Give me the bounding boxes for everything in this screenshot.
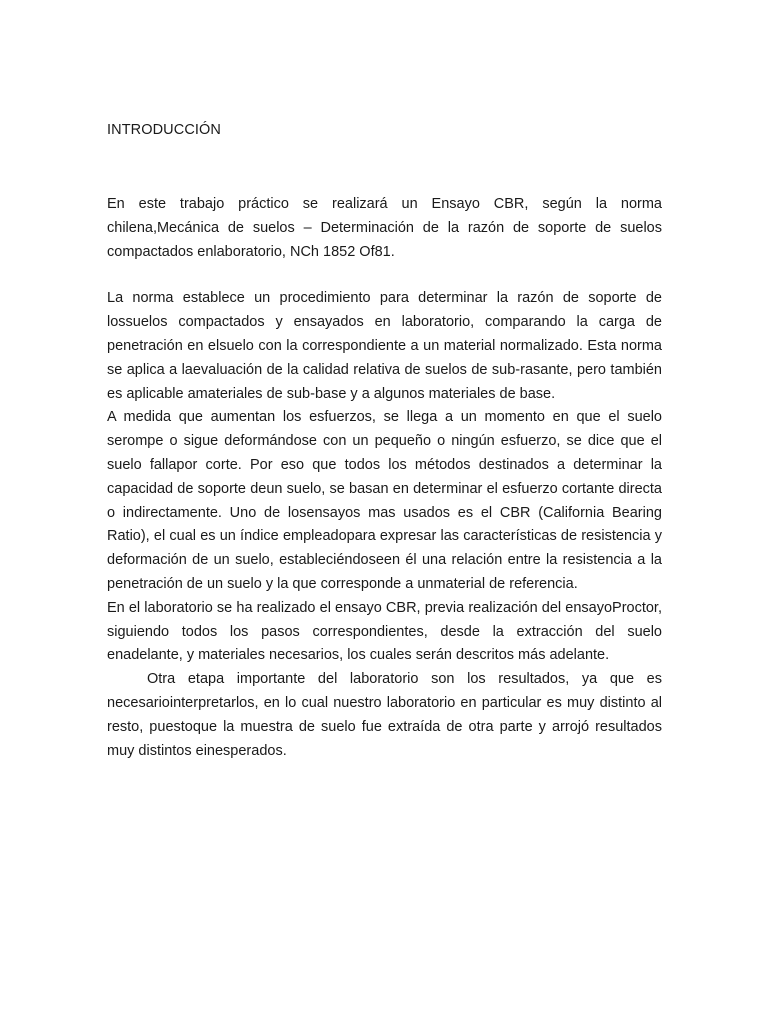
paragraph-intro: En este trabajo práctico se realizará un Ensayo CBR, según la norma chilena,Mecánica de suelos – Determinación de la razón de soporte de suelos compactados enlaboratorio, NCh 1852 Of81. bbox=[107, 196, 662, 260]
document-title: INTRODUCCIÓN bbox=[107, 122, 221, 138]
paragraph-resultados: Otra etapa importante del laboratorio son los resultados, ya que es necesariointerpretarlos, en lo cual nuestro laboratorio en particular es muy distinto al resto, puestoque la muestra de suelo fue extraída de otra parte y arrojó resultados muy distintos einesperados. bbox=[107, 671, 662, 759]
paragraph-laboratorio: En el laboratorio se ha realizado el ensayo CBR, previa realización del ensayoProctor, siguiendo todos los pasos correspondientes, desde la extracción del suelo enadelante, y materiales necesarios, los cuales serán descritos más adelante. bbox=[107, 599, 662, 664]
document-page bbox=[107, 120, 662, 763]
paragraph-esfuerzos: A medida que aumentan los esfuerzos, se llega a un momento en que el suelo serompe o sigue deformándose con un pequeño o ningún esfuerzo, se dice que el suelo fallapor corte. Por eso que todos los métodos destinados a determinar la capacidad de soporte deun suelo, se basan en determinar el esfuerzo cortante directa o indirectamente. Uno de losensayos mas usados es el CBR (California Bearing Ratio), el cual es un índice empleadopara expresar las características de resistencia y deformación de un suelo, estableciéndoseen él una relación entre la resistencia a la penetración de un suelo y la que corresponde a unmaterial de referencia. bbox=[107, 409, 662, 592]
paragraph-norma: La norma establece un procedimiento para determinar la razón de soporte de lossuelos compactados y ensayados en laboratorio, comparando la carga de penetración en elsuelo con la correspondiente a un material normalizado. Esta norma se aplica a laevaluación de la calidad relativa de suelos de sub-rasante, pero también es aplicable amateriales de sub-base y a algunos materiales de base. bbox=[107, 290, 662, 402]
